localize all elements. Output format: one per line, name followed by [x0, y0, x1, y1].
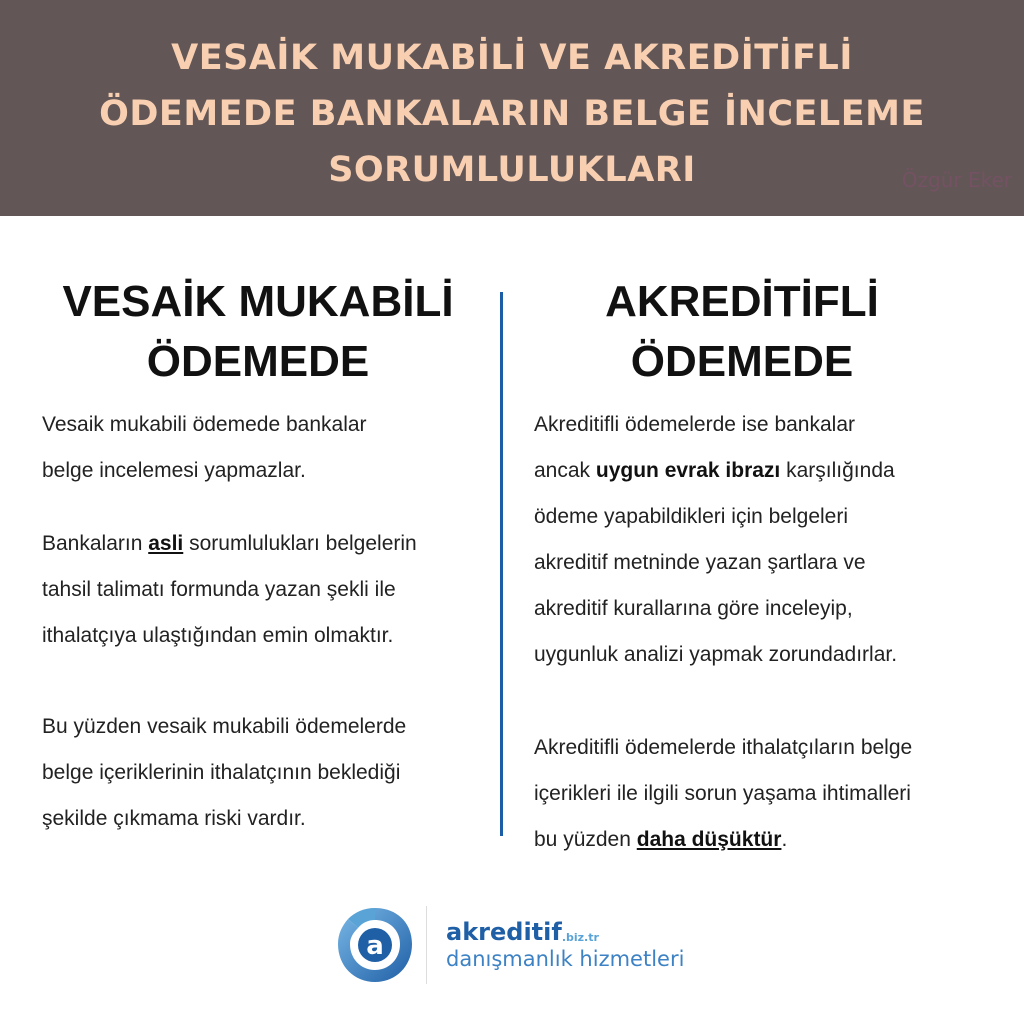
emphasis-text: uygun evrak ibrazı	[595, 459, 781, 482]
body-text: şekilde çıkmama riski vardır.	[42, 807, 306, 830]
brand-subtitle: danışmanlık hizmetleri	[446, 947, 685, 971]
body-text: akreditif metninde yazan şartlara ve	[534, 551, 866, 574]
body-text: Akreditifli ödemelerde ithalatçıların belge	[534, 736, 913, 759]
paragraph-line	[534, 632, 897, 678]
page-title	[60, 30, 964, 198]
right-paragraph	[534, 402, 897, 678]
body-text: bu yüzden	[534, 828, 637, 851]
body-text: uygunluk analizi yapmak zorundadırlar.	[534, 643, 898, 666]
body-text: tahsil talimatı formunda yazan şekli ile	[42, 578, 396, 601]
right-heading-line-2: ÖDEMEDE	[630, 337, 854, 386]
paragraph-line	[42, 796, 406, 842]
body-text: belge içeriklerinin ithalatçının beklediği	[42, 761, 401, 784]
brand-logo	[330, 900, 730, 990]
left-paragraph	[42, 704, 406, 842]
header-banner	[0, 0, 1024, 216]
left-heading-line-2: ÖDEMEDE	[146, 337, 370, 386]
paragraph-line	[534, 817, 912, 863]
body-text: Bankaların	[42, 532, 149, 555]
body-text: Bu yüzden vesaik mukabili ödemelerde	[42, 715, 407, 738]
paragraph-line	[42, 613, 417, 659]
paragraph-line	[534, 540, 897, 586]
paragraph-line	[534, 771, 912, 817]
body-text: ithalatçıya ulaştığından emin olmaktır.	[42, 624, 394, 647]
body-text: ancak	[534, 459, 596, 482]
emphasis-text: asli	[148, 532, 184, 555]
paragraph-line	[42, 402, 367, 448]
left-column-heading	[28, 272, 488, 392]
paragraph-line	[42, 521, 417, 567]
body-text: sorumlulukları belgelerin	[183, 532, 417, 555]
body-text: içerikleri ile ilgili sorun yaşama ihtimalleri	[534, 782, 911, 805]
body-text: karşılığında	[780, 459, 895, 482]
paragraph-line	[534, 494, 897, 540]
logo-letter: a	[366, 931, 384, 961]
paragraph-line	[534, 402, 897, 448]
body-text: .	[781, 828, 788, 851]
brand-name-text: akreditif	[446, 918, 562, 946]
body-text: akreditif kurallarına göre inceleyip,	[534, 597, 853, 620]
body-text: ödeme yapabildikleri için belgeleri	[534, 505, 849, 528]
title-line-2: ÖDEMEDE BANKALARIN BELGE İNCELEME	[99, 94, 925, 134]
paragraph-line	[42, 567, 417, 613]
watermark-text: Özgür Eker	[901, 168, 1012, 192]
paragraph-line	[534, 448, 897, 494]
emphasis-text: daha düşüktür	[636, 828, 782, 851]
paragraph-line	[42, 750, 406, 796]
title-line-1: VESAİK MUKABİLİ VE AKREDİTİFLİ	[171, 38, 853, 78]
paragraph-line	[42, 704, 406, 750]
paragraph-line	[42, 448, 367, 494]
body-text: Akreditifli ödemelerde ise bankalar	[534, 413, 855, 436]
right-column-heading	[512, 272, 972, 392]
right-paragraph	[534, 725, 912, 863]
title-line-3: SORUMLULUKLARI	[328, 150, 696, 190]
right-heading-line-1: AKREDİTİFLİ	[605, 277, 879, 326]
akreditif-logo-icon	[334, 904, 416, 986]
paragraph-line	[534, 586, 897, 632]
logo-separator	[426, 906, 427, 984]
brand-tld: .biz.tr	[561, 931, 599, 944]
left-heading-line-1: VESAİK MUKABİLİ	[62, 277, 454, 326]
body-text: Vesaik mukabili ödemede bankalar	[42, 413, 367, 436]
body-text: belge incelemesi yapmazlar.	[42, 459, 306, 482]
paragraph-line	[534, 725, 912, 771]
left-paragraph	[42, 402, 367, 494]
column-divider	[500, 292, 503, 836]
left-paragraph	[42, 521, 417, 659]
